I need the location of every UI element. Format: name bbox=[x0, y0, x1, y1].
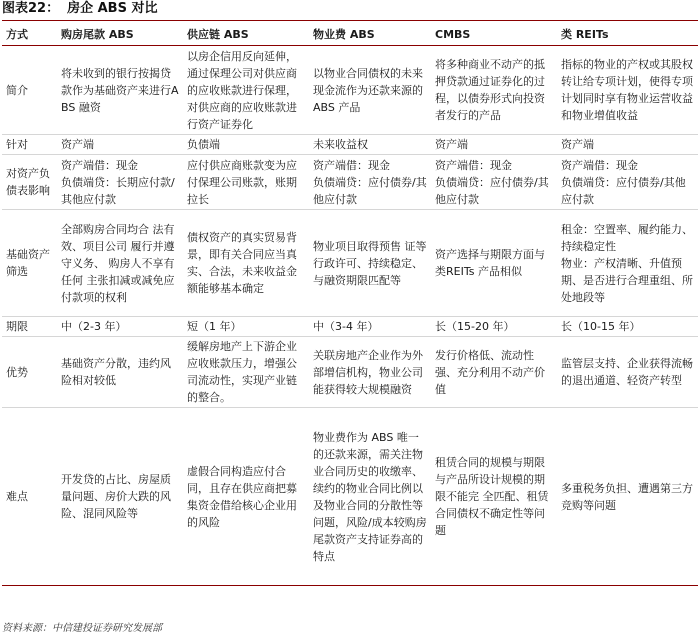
table-cell: 资产端借：现金 负债端贷：应付债券/其他应付款 bbox=[557, 155, 698, 210]
table-cell: 全部购房合同均合 法有效、项目公司 履行并遵守义务、 购房人不享有任何 主张扣减或减免应付款项的权利 bbox=[57, 210, 183, 317]
abs-comparison-table bbox=[2, 23, 698, 586]
table-cell: 将未收到的银行按揭贷款作为基础资产来进行ABS 融资 bbox=[57, 46, 183, 135]
table-cell: 以物业合同债权的未来现金流作为还款来源的ABS 产品 bbox=[309, 46, 431, 135]
row-label: 期限 bbox=[2, 317, 57, 337]
table-cell: 资产端借：现金 负债端贷：长期应付款/其他应付款 bbox=[57, 155, 183, 210]
table-cell: 关联房地产企业作为外部增信机构，物业公司能获得较大规模融资 bbox=[309, 337, 431, 408]
table-cell: 应付供应商账款变为应付保理公司账款，账期拉长 bbox=[183, 155, 309, 210]
table-cell: 虚假合同构造应付合同，且存在供应商把募集资金借给核心企业用的风险 bbox=[183, 408, 309, 586]
table-cell: 资产端借：现金 负债端贷：应付债券/其他应付款 bbox=[431, 155, 557, 210]
row-label: 优势 bbox=[2, 337, 57, 408]
table-cell: 中（2-3 年） bbox=[57, 317, 183, 337]
table-cell: 长（10-15 年） bbox=[557, 317, 698, 337]
table-cell: 中（3-4 年） bbox=[309, 317, 431, 337]
row-label: 针对 bbox=[2, 135, 57, 155]
table-cell: 长（15-20 年） bbox=[431, 317, 557, 337]
source-note: 资料来源：中信建投证券研究发展部 bbox=[2, 623, 162, 634]
table-cell: 物业项目取得预售 证等行政许可、持续稳定、与融资期限匹配等 bbox=[309, 210, 431, 317]
table-cell: 物业费作为 ABS 唯一的还款来源，需关注物业合同历史的收缴率、续约的物业合同比例以及物业合同的分散性等问题，风险/成本较购房尾款资产支持证券高的特点 bbox=[309, 408, 431, 586]
table-cell: 将多种商业不动产的抵押贷款通过证券化的过程，以债券形式向投资者发行的产品 bbox=[431, 46, 557, 135]
table-cell: 开发贷的占比、房屋质量问题、房价大跌的风险、混同风险等 bbox=[57, 408, 183, 586]
header-method: 方式 bbox=[2, 23, 57, 46]
table-row-balance-sheet-impact bbox=[2, 155, 698, 210]
table-row-advantages bbox=[2, 337, 698, 408]
table-cell: 租金：空置率、履约能力、持续稳定性 物业：产权清晰、升值预期、是否进行合理重组、所处地段等 bbox=[557, 210, 698, 317]
caption-number: 图表22： bbox=[2, 1, 60, 16]
header-supply-chain-abs: 供应链 ABS bbox=[183, 23, 309, 46]
table-caption bbox=[2, 0, 698, 21]
header-cmbs: CMBS bbox=[431, 23, 557, 46]
table-cell: 未来收益权 bbox=[309, 135, 431, 155]
table-row-asset-screening bbox=[2, 210, 698, 317]
table-cell: 资产端 bbox=[557, 135, 698, 155]
row-label: 难点 bbox=[2, 408, 57, 586]
table-header-row bbox=[2, 23, 698, 46]
table-cell: 债权资产的真实贸易背景，即有关合同应当真实、合法，未来收益金额能够基本确定 bbox=[183, 210, 309, 317]
table-row-term bbox=[2, 317, 698, 337]
table-row-difficulties bbox=[2, 408, 698, 586]
caption-title: 房企 ABS 对比 bbox=[67, 1, 158, 16]
table-cell: 资产端 bbox=[57, 135, 183, 155]
table-cell: 租赁合同的规模与期限与产品所设计规模的期限不能完 全匹配、租赁合同债权不确定性等问题 bbox=[431, 408, 557, 586]
table-row-intro bbox=[2, 46, 698, 135]
table-cell: 基础资产分散，违约风险相对较低 bbox=[57, 337, 183, 408]
table-cell: 监管层支持、企业获得流畅的退出通道、轻资产转型 bbox=[557, 337, 698, 408]
row-label: 简介 bbox=[2, 46, 57, 135]
table-cell: 多重税务负担、遭遇第三方竞购等问题 bbox=[557, 408, 698, 586]
table-cell: 缓解房地产上下游企业应收账款压力，增强公司流动性，实现产业链的整合。 bbox=[183, 337, 309, 408]
header-housing-balance-abs: 购房尾款 ABS bbox=[57, 23, 183, 46]
table-cell: 负债端 bbox=[183, 135, 309, 155]
table-cell: 以房企信用反向延伸，通过保理公司对供应商的应收账款进行保理，对供应商的应收账款进行资产证券化 bbox=[183, 46, 309, 135]
table-cell: 资产端 bbox=[431, 135, 557, 155]
row-label: 基础资产筛选 bbox=[2, 210, 57, 317]
table-cell: 发行价格低、流动性强、充分利用不动产价值 bbox=[431, 337, 557, 408]
table-cell: 指标的物业的产权或其股权转让给专项计划，使得专项计划同时享有物业运营收益和物业增值收益 bbox=[557, 46, 698, 135]
header-property-fee-abs: 物业费 ABS bbox=[309, 23, 431, 46]
row-label: 对资产负债表影响 bbox=[2, 155, 57, 210]
table-row-target bbox=[2, 135, 698, 155]
table-cell: 资产端借：现金 负债端贷：应付债券/其他应付款 bbox=[309, 155, 431, 210]
header-quasi-reits: 类 REITs bbox=[557, 23, 698, 46]
table-cell: 短（1 年） bbox=[183, 317, 309, 337]
table-cell: 资产选择与期限方面与类REITs 产品相似 bbox=[431, 210, 557, 317]
